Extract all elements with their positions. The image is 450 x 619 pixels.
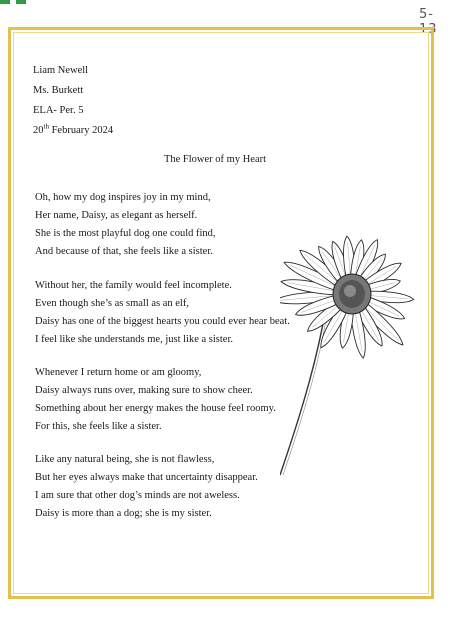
stanza-3	[35, 366, 276, 438]
stanza-4	[35, 453, 258, 525]
handwritten-page-note: 5-13	[419, 7, 438, 37]
poem-title: The Flower of my Heart	[163, 154, 267, 165]
poem-line: Oh, how my dog inspires joy in my mind,	[35, 192, 211, 203]
poem-line: I am sure that other dog’s minds are not aweless.	[35, 490, 240, 501]
poem-line: Something about her energy makes the house feel roomy.	[35, 403, 276, 414]
date: 20th February 2024	[33, 122, 114, 136]
student-name: Liam Newell	[33, 65, 89, 76]
poem-line: For this, she feels like a sister.	[35, 421, 162, 432]
poem-line: Even though she’s as small as an elf,	[35, 298, 189, 309]
daisy-illustration	[280, 195, 420, 480]
poem-line: Daisy is more than a dog; she is my sister.	[35, 508, 212, 519]
poem-line: But her eyes always make that uncertainty disappear.	[35, 472, 258, 483]
daisy-stem	[280, 307, 328, 475]
poem-line: She is the most playful dog one could find,	[35, 228, 216, 239]
poem-line: Whenever I return home or am gloomy,	[35, 367, 202, 378]
corner-color-mark	[0, 0, 26, 4]
poem-line: And because of that, she feels like a sister.	[35, 246, 213, 257]
poem-line: Like any natural being, she is not flawless,	[35, 454, 215, 465]
poem-line: Without her, the family would feel incomplete.	[35, 280, 232, 291]
poem-line: Daisy always runs over, making sure to show cheer.	[35, 385, 253, 396]
daisy-center	[333, 274, 371, 314]
poem-line: Her name, Daisy, as elegant as herself.	[35, 210, 198, 221]
poem-line: I feel like she understands me, just like a sister.	[35, 334, 233, 345]
stanza-1	[35, 191, 216, 263]
class-period: ELA- Per. 5	[33, 105, 84, 116]
header-block	[33, 64, 113, 144]
stanza-2	[35, 279, 290, 351]
poem-line: Daisy has one of the biggest hearts you could ever hear beat.	[35, 316, 290, 327]
teacher-name: Ms. Burkett	[33, 85, 84, 96]
